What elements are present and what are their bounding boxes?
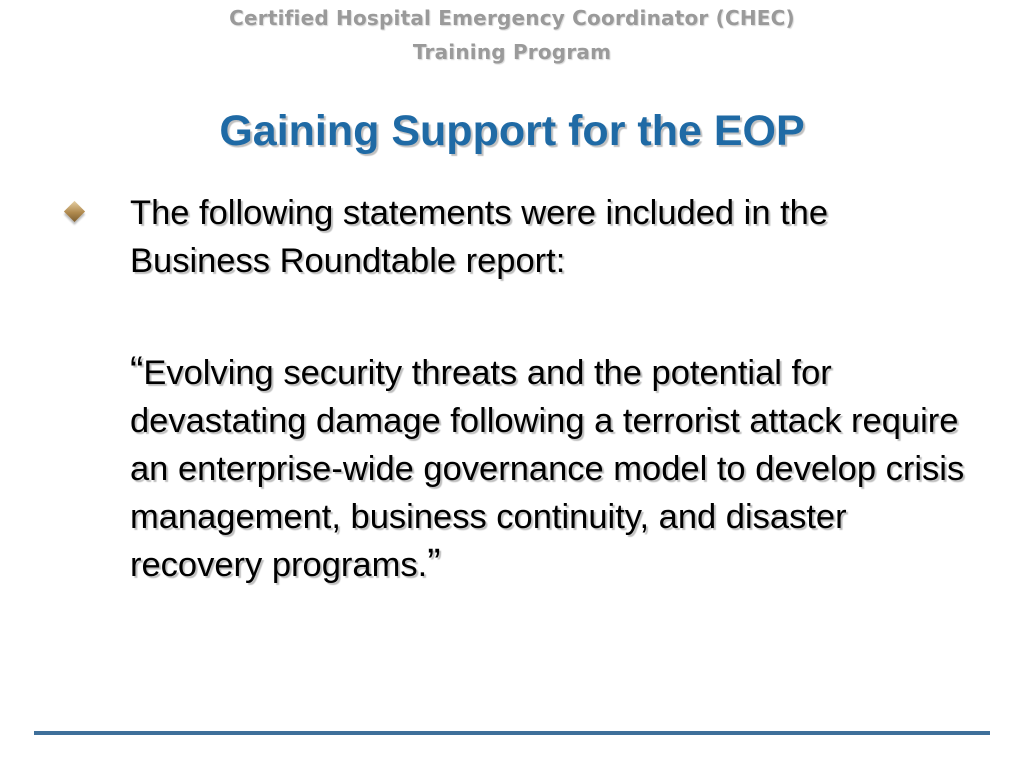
- quote-text: Evolving security threats and the potential for devastating damage following a terrorist attack require an enterprise-wide governance model to develop crisis management, business continuity, and disaster recovery programs.: [130, 354, 965, 584]
- header-program-name: Certified Hospital Emergency Coordinator (CHEC): [229, 6, 795, 30]
- footer-divider: [34, 731, 990, 735]
- header-program-subtitle: Training Program: [412, 40, 612, 64]
- close-quote-mark: ”: [427, 541, 441, 585]
- intro-statement: The following statements were included in the Business Roundtable report:: [130, 194, 829, 280]
- diamond-bullet-icon: [64, 201, 85, 222]
- quoted-statement: [130, 349, 970, 589]
- open-quote-mark: “: [130, 349, 144, 393]
- slide-title: Gaining Support for the EOP: [219, 107, 805, 155]
